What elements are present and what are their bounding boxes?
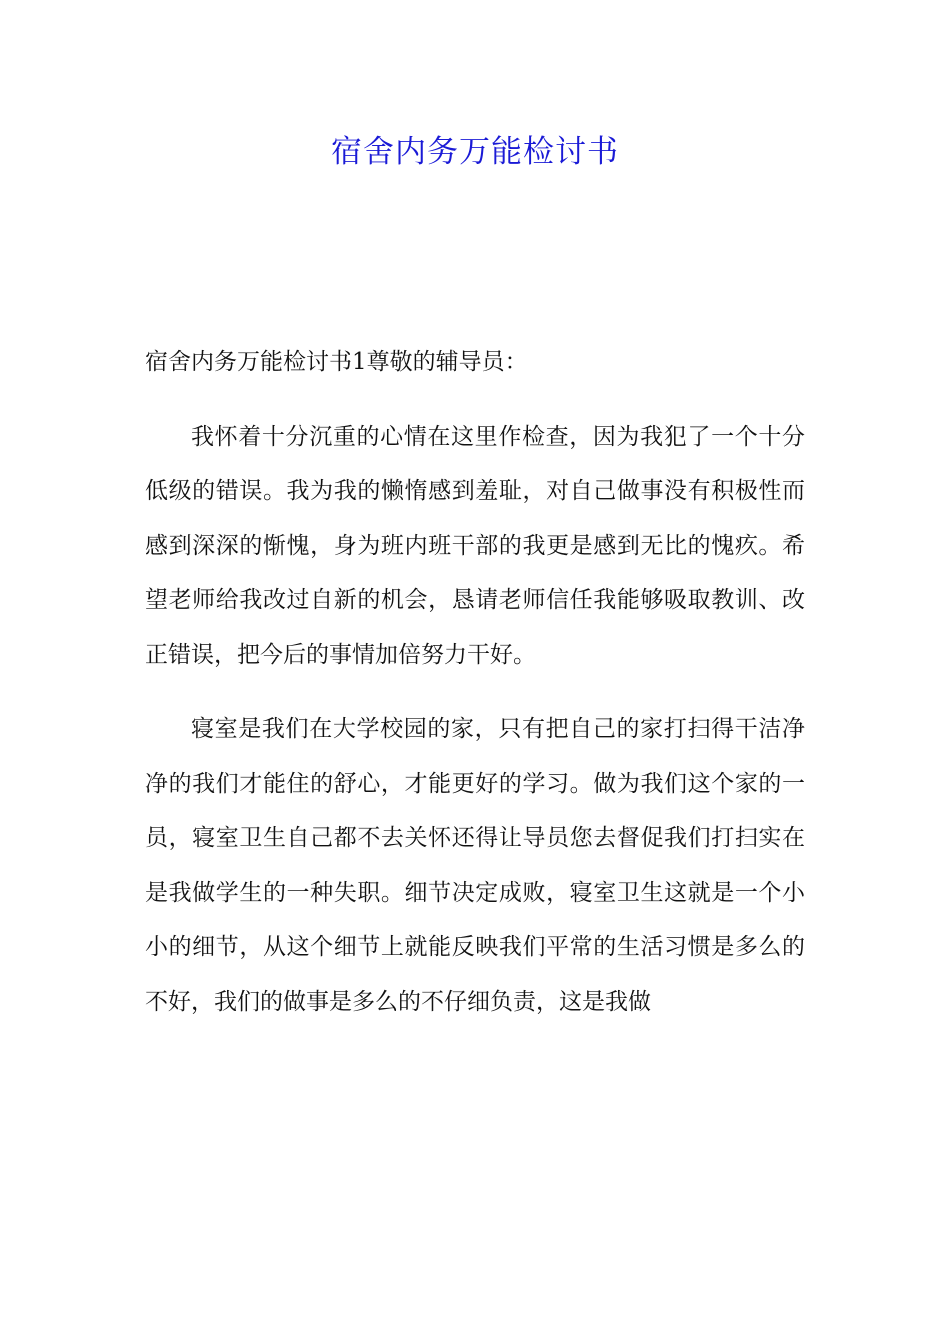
document-title: 宿舍内务万能检讨书 (331, 134, 619, 170)
salutation-paragraph: 宿舍内务万能检讨书1尊敬的辅导员： (145, 349, 528, 375)
body-paragraph-2: 寝室是我们在大学校园的家，只有把自己的家打扫得干洁净净的我们才能住的舒心，才能更好的学习。做为我们这个家的一员，寝室卫生自己都不去关怀还得让导员您去督促我们打扫实在是我做学生的一种失职。细节决定成败，寝室卫生这就是一个小小的细节，从这个细节上就能反映我们平常的生活习惯是多么的不好，我们的做事是多么的不仔细负责，这是我做 (145, 716, 805, 1015)
document-body (145, 335, 805, 1029)
body-paragraph-1: 我怀着十分沉重的心情在这里作检查，因为我犯了一个十分低级的错误。我为我的懒惰感到羞耻，对自己做事没有积极性而感到深深的惭愧，身为班内班干部的我更是感到无比的愧疚。希望老师给我改过自新的机会，恳请老师信任我能够吸取教训、改正错误，把今后的事情加倍努力干好。 (145, 423, 805, 668)
